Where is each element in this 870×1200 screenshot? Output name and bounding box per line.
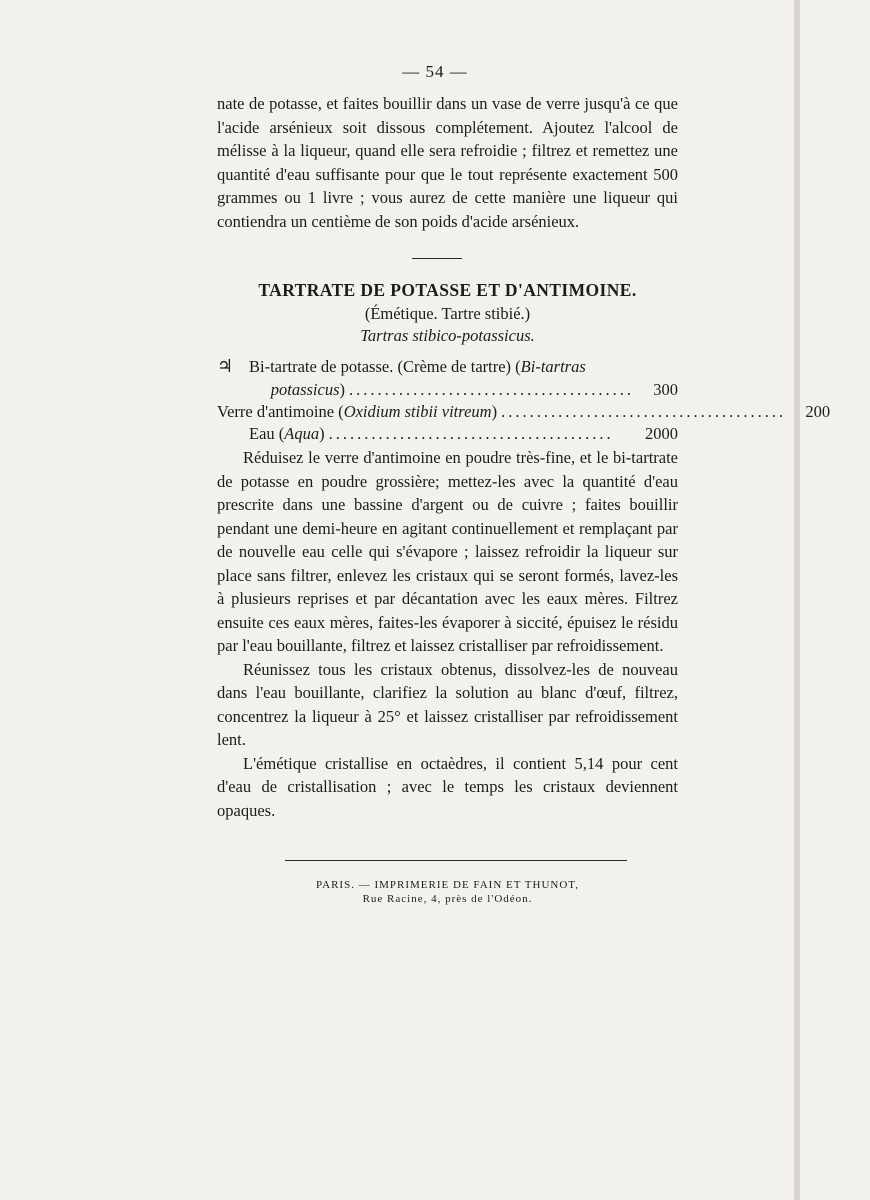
page-number: — 54 —: [402, 62, 468, 81]
recipe-line-4-latin: Aqua: [284, 424, 320, 443]
paragraph-preparation: Réduisez le verre d'antimoine en poudre très-fine, et le bi-tartrate de potasse en poudre grossière; mettez-les avec la quantité d'eau prescrite dans une bassine d'argent ou de cuivre ; faites bouillir pendant une demi-heure en agitant continuellement et remplaçant par de nouvelle eau celle qui s'évapore ; laissez refroidir la liqueur sur place sans filtrer, enlevez les cristaux qui se seront formés, lavez-les à plusieurs reprises et par décantation avec les eaux mères. Filtrez ensuite ces eaux mères, faites-les évaporer à siccité, épuisez le résidu par l'eau bouillante, filtrez et laissez cristalliser par refroidissement.: [217, 448, 678, 655]
section-separator: [412, 258, 462, 259]
imprint-line-2: Rue Racine, 4, près de l'Odéon.: [362, 893, 533, 905]
leader-dots: ........................................: [328, 424, 614, 443]
recipe-line-2: [217, 378, 678, 401]
recipe-amount-1: 300: [653, 380, 678, 399]
top-paragraph: nate de potasse, et faites bouillir dans un vase de verre jusqu'à ce que l'acide arsénieux soit dissous complétement. Ajoutez l'alcool de mélisse à la liqueur, quand elle sera refroidie ; filtrez et remettez une quantité d'eau suffisante pour que le tout représente exactement 500 grammes ou 1 livre ; vous aurez de cette manière une liqueur qui contiendra un centième de son poids d'acide arsénieux.: [217, 94, 678, 231]
recipe-line-1: [217, 355, 678, 378]
leader-dots: ........................................: [349, 380, 634, 399]
top-paragraph-block: [217, 92, 678, 233]
recipe-line-3-text: Verre d'antimoine (: [217, 402, 344, 421]
recipe-amount-2: 200: [805, 402, 831, 421]
section-subtitle: (Émétique. Tartre stibié.): [364, 304, 531, 323]
recipe-line-2-latin: potassicus: [270, 380, 340, 399]
recipe-line-2-close: ): [339, 380, 345, 399]
recipe-line-3-close: ): [491, 402, 498, 421]
recipe-line-3-latin: Oxidium stibii vitreum: [343, 402, 492, 421]
imprint-line-1: PARIS. — IMPRIMERIE DE FAIN ET THUNOT,: [316, 879, 579, 891]
section-title: TARTRATE DE POTASSE ET D'ANTIMOINE.: [258, 280, 637, 300]
recipe-line-3: [217, 400, 831, 423]
leader-dots: ........................................: [501, 402, 787, 421]
recipe-line-4-text: Eau (: [249, 424, 285, 443]
recipe-symbol: ♃: [217, 356, 234, 376]
recipe-line-1-latin: Bi-tartras: [520, 357, 586, 376]
section-latin-name: Tartras stibico-potassicus.: [360, 326, 535, 345]
recipe-line-1-text: Bi-tartrate de potasse. (Crème de tartre) (: [249, 357, 521, 376]
recipe-line-4: [217, 422, 678, 445]
paragraph-crystals: Réunissez tous les cristaux obtenus, dissolvez-les de nouveau dans l'eau bouillante, clarifiez la solution au blanc d'œuf, filtrez, concentrez la liqueur à 25° et laissez cristalliser par refroidissement lent.: [217, 659, 678, 749]
body-text-block: [217, 446, 678, 822]
paragraph-emetique: L'émétique cristallise en octaèdres, il contient 5,14 pour cent d'eau de cristallisation ; avec le temps les cristaux deviennent opaques.: [217, 753, 678, 820]
recipe-amount-3: 2000: [645, 424, 678, 443]
imprint-rule: [285, 860, 627, 861]
page-edge: [794, 0, 800, 1200]
recipe-line-4-close: ): [319, 424, 325, 443]
